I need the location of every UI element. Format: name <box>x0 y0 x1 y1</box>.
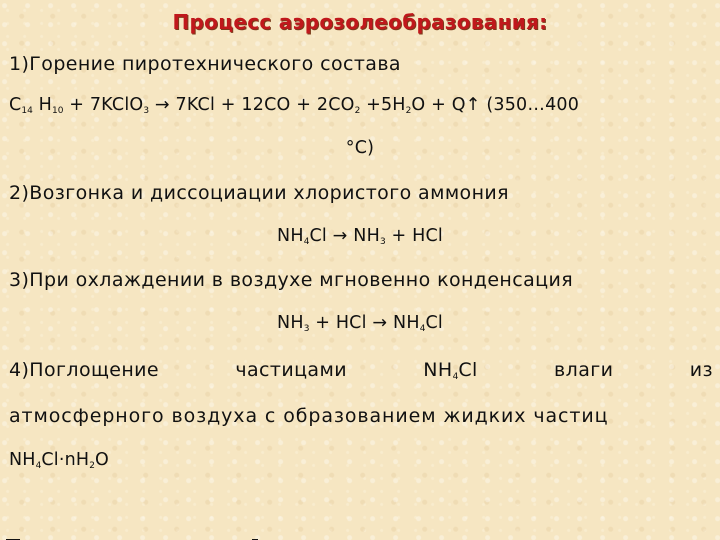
step-2-text: 2)Возгонка и диссоциации хлористого аммония <box>9 182 509 204</box>
sublimation-equation <box>0 226 720 247</box>
subscript: 3 <box>303 324 310 334</box>
formula-part: NH <box>277 226 304 246</box>
formula-part: + HCl → NH <box>309 313 420 333</box>
formula-part: H <box>38 95 52 115</box>
subscript: 4 <box>35 461 42 471</box>
hydrate-formula <box>9 450 109 471</box>
subscript: 10 <box>52 106 64 116</box>
formula-part: NH <box>423 359 453 381</box>
formula-part: NH <box>9 450 36 470</box>
formula-part: C <box>9 95 22 115</box>
formula-part: O <box>95 450 110 470</box>
ammonium-chloride-formula <box>423 359 477 382</box>
formula-part: NH <box>277 313 304 333</box>
word: частицами <box>235 359 347 381</box>
step-4-line-1 <box>9 359 713 382</box>
subscript: 14 <box>21 106 33 116</box>
word: 4)Поглощение <box>9 359 160 381</box>
formula-part: Cl <box>425 313 443 333</box>
formula-part: Cl·nH <box>41 450 90 470</box>
formula-part: O + Q↑ (350…400 <box>411 95 580 115</box>
formula-part: + HCl <box>385 226 443 246</box>
subscript: 4 <box>452 372 459 382</box>
formula-part: → 7KCl + 12CO + 2CO <box>149 95 355 115</box>
step-3-text: 3)При охлаждении в воздухе мгновенно конденсация <box>9 269 574 291</box>
subscript: 3 <box>143 106 150 116</box>
step-1-text: 1)Горение пиротехнического состава <box>9 53 401 75</box>
subscript: 2 <box>354 106 361 116</box>
word: влаги <box>554 359 614 381</box>
formula-part: +5H <box>360 95 406 115</box>
combustion-equation <box>9 95 579 116</box>
formula-part: + 7KClO <box>63 95 144 115</box>
formula-part: Cl → NH <box>309 226 380 246</box>
subscript: 4 <box>419 324 426 334</box>
subscript: 2 <box>89 461 96 471</box>
cut-off-text-fragment <box>6 529 306 540</box>
condensation-equation <box>0 313 720 334</box>
subscript: 2 <box>405 106 412 116</box>
temperature-unit: °C) <box>345 138 375 158</box>
subscript: 4 <box>303 237 310 247</box>
formula-part: Cl <box>458 359 478 381</box>
word: из <box>689 359 713 381</box>
subscript: 3 <box>379 237 386 247</box>
slide-title: Процесс аэрозолеобразования: <box>172 10 548 34</box>
step-4-line-2: атмосферного воздуха с образованием жидких частиц <box>9 405 609 427</box>
